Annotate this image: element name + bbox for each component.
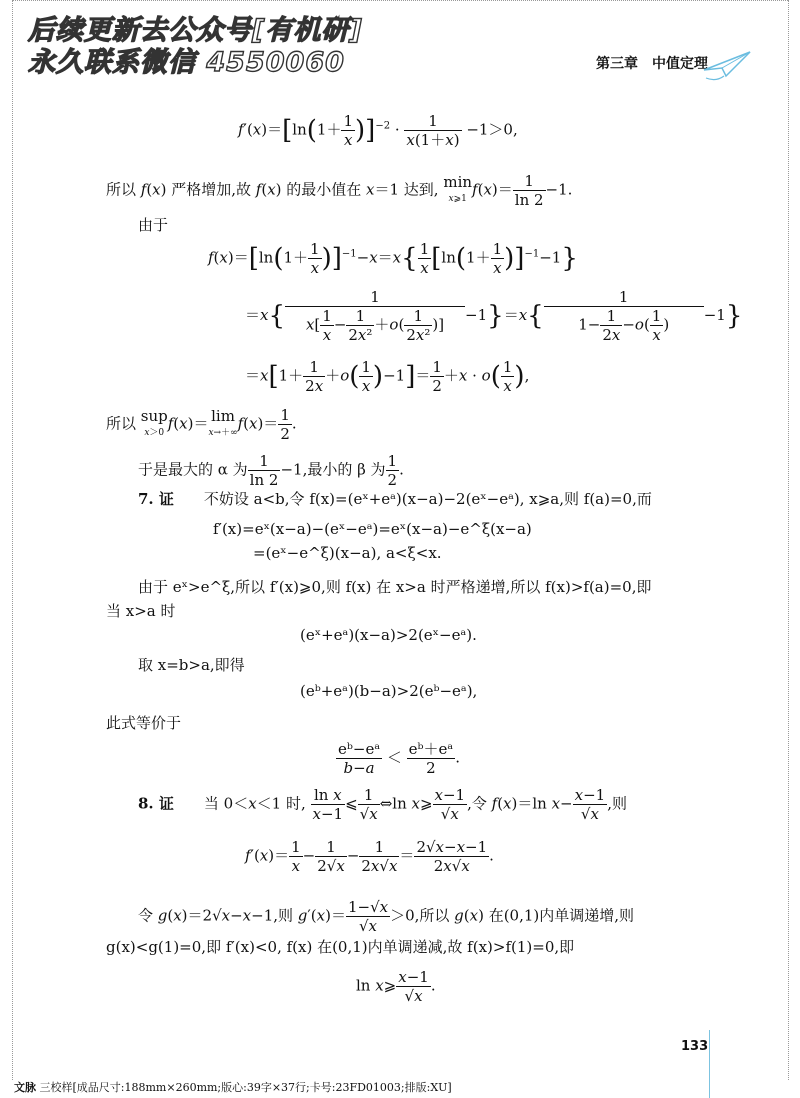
equation-7d: (eᵇ+eᵃ)(b−a)>2(eᵇ−eᵃ),: [300, 682, 478, 700]
text-alpha-beta: 于是最大的 α 为 $\frac{1}{\ln 2}$ −1,最小的 β 为 $\frac{1}{2}$ .: [138, 452, 404, 489]
watermark-line2: 永久联系微信 4550060: [28, 47, 345, 78]
problem-7-line3: 当 x>a 时: [106, 602, 176, 620]
equation-fprime-1: 𝑓′(𝑥)＝[ln(1＋ $\frac{1}{\text{𝑥}}$ )]$^{-2}$ · $\frac{1}{\text{𝑥(1＋𝑥)}}$ −1＞0,: [238, 112, 518, 149]
problem-7-line5: 此式等价于: [106, 714, 182, 732]
equation-7a: f′(x)=eˣ(x−a)−(eˣ−eᵃ)=eˣ(x−a)−e^ξ(x−a): [213, 520, 532, 538]
equation-7c: (eˣ+eᵃ)(x−a)>2(eˣ−eᵃ).: [300, 626, 477, 644]
equation-f-expansion-3: ＝𝑥[1＋ $\frac{1}{\text{2𝑥}}$ ＋𝑜( $\frac{1}{\text{𝑥}}$ )−1]＝ $\frac{1}{2}$ ＋𝑥 · 𝑜( $\frac{1}{\text{𝑥}}$ ),: [245, 358, 530, 395]
problem-8-line3: g(x)<g(1)=0,即 f′(x)<0, f(x) 在(0,1)内单调递减,故 f(x)>f(1)=0,即: [106, 938, 575, 956]
problem-7-line2: 由于 eˣ>e^ξ,所以 f′(x)⩾0,则 f(x) 在 x>a 时严格递增,所以 f(x)>f(a)=0,即: [138, 578, 652, 596]
problem-7-text: 不妨设 a<b,令 f(x)=(eˣ+eᵃ)(x−a)−2(eˣ−eᵃ), x⩾a,则 f(a)=0,而: [203, 490, 652, 508]
problem-7-line4: 取 x=b>a,即得: [138, 656, 245, 674]
print-footer: [14, 1079, 452, 1095]
watermark-line1: 后续更新去公众号[有机研]: [28, 15, 363, 46]
page-border-left: [12, 0, 13, 1080]
footer-print-info: 三校样[成品尺寸:188mm×260mm;版心:39字×37行;卡号:23FD01003;排版:XU]: [39, 1081, 452, 1094]
equation-7e: $\frac{\text{eᵇ−eᵃ}}{\text{𝑏−𝑎}}$ ＜ $\frac{\text{eᵇ＋eᵃ}}{2}$ .: [338, 740, 460, 777]
problem-8-line2: 令 𝑔(𝑥)＝2√𝑥−𝑥−1,则 𝑔′(𝑥)＝ $\frac{\text{1−√𝑥}}{\text{√𝑥}}$ ＞0,所以 𝑔(𝑥) 在(0,1)内单调递增,则: [138, 898, 635, 935]
equation-8a: 𝑓′(𝑥)＝ $\frac{1}{\text{𝑥}}$ − $\frac{1}{\text{2√𝑥}}$ − $\frac{1}{\text{2𝑥√𝑥}}$ ＝ $\frac{\text{2√𝑥−𝑥−1}}{\text{2𝑥√𝑥}}$ .: [245, 838, 494, 875]
chapter-title: 第三章 中值定理: [596, 56, 708, 72]
paper-plane-icon: [702, 48, 754, 84]
text-youyu: 由于: [138, 216, 169, 234]
equation-7b: =(eˣ−e^ξ)(x−a), a<ξ<x.: [253, 544, 442, 562]
equation-f-expansion-1: 𝑓(𝑥)＝[ln(1＋ $\frac{1}{\text{𝑥}}$ )]$^{-1}$−𝑥＝𝑥{ $\frac{1}{\text{𝑥}}$ [ln(1＋ $\frac{1}{\text{𝑥}}$ )]$^{-1}$−1}: [208, 240, 578, 277]
page-border-right: [788, 0, 789, 1080]
problem-7-intro: [138, 488, 652, 510]
page-number: 133: [681, 1039, 709, 1054]
page-number-rule: [709, 1030, 710, 1098]
equation-f-expansion-2: ＝𝑥{ 1 𝑥[ $\frac{1}{\text{𝑥}}$ − $\frac{1}{\text{2𝑥²}}$ ＋𝑜( $\frac{1}{\text{2𝑥²}}$ )] −1}＝𝑥{ 1 1− $\frac{1}{\text{2𝑥}}$ −𝑜( $\frac{1}{\text{𝑥}}$ ) −1}: [245, 288, 743, 344]
problem-7-label: 7. 证: [138, 490, 174, 508]
page-border-top: [12, 0, 788, 1]
equation-8b: ln 𝑥⩾ $\frac{\text{𝑥−1}}{\text{√𝑥}}$ .: [356, 968, 436, 1005]
footer-brand: 文脉: [14, 1081, 36, 1094]
problem-8-intro: 8. 证 当 0＜𝑥＜1 时, $\frac{\text{ln 𝑥}}{\text{𝑥−1}}$ ⩽ $\frac{1}{\text{√𝑥}}$ ⇔ln 𝑥⩾ $\frac{\text{𝑥−1}}{\text{√𝑥}}$ ,令 𝑓(𝑥)＝ln 𝑥− $\frac{\text{𝑥−1}}{\text{√𝑥}}$ ,则: [138, 786, 627, 823]
text-sup-lim: 所以 sup 𝑥＞0𝑓(𝑥)＝ lim 𝑥→＋∞𝑓(𝑥)＝ $\frac{1}{2}$ .: [106, 406, 297, 443]
text-increase-min: 所以 𝑓(𝑥) 严格增加,故 𝑓(𝑥) 的最小值在 𝑥＝1 达到, min 𝑥⩾1𝑓(𝑥)＝ $\frac{1}{\ln 2}$ −1.: [106, 172, 573, 209]
problem-8-label: 8. 证: [138, 794, 174, 813]
